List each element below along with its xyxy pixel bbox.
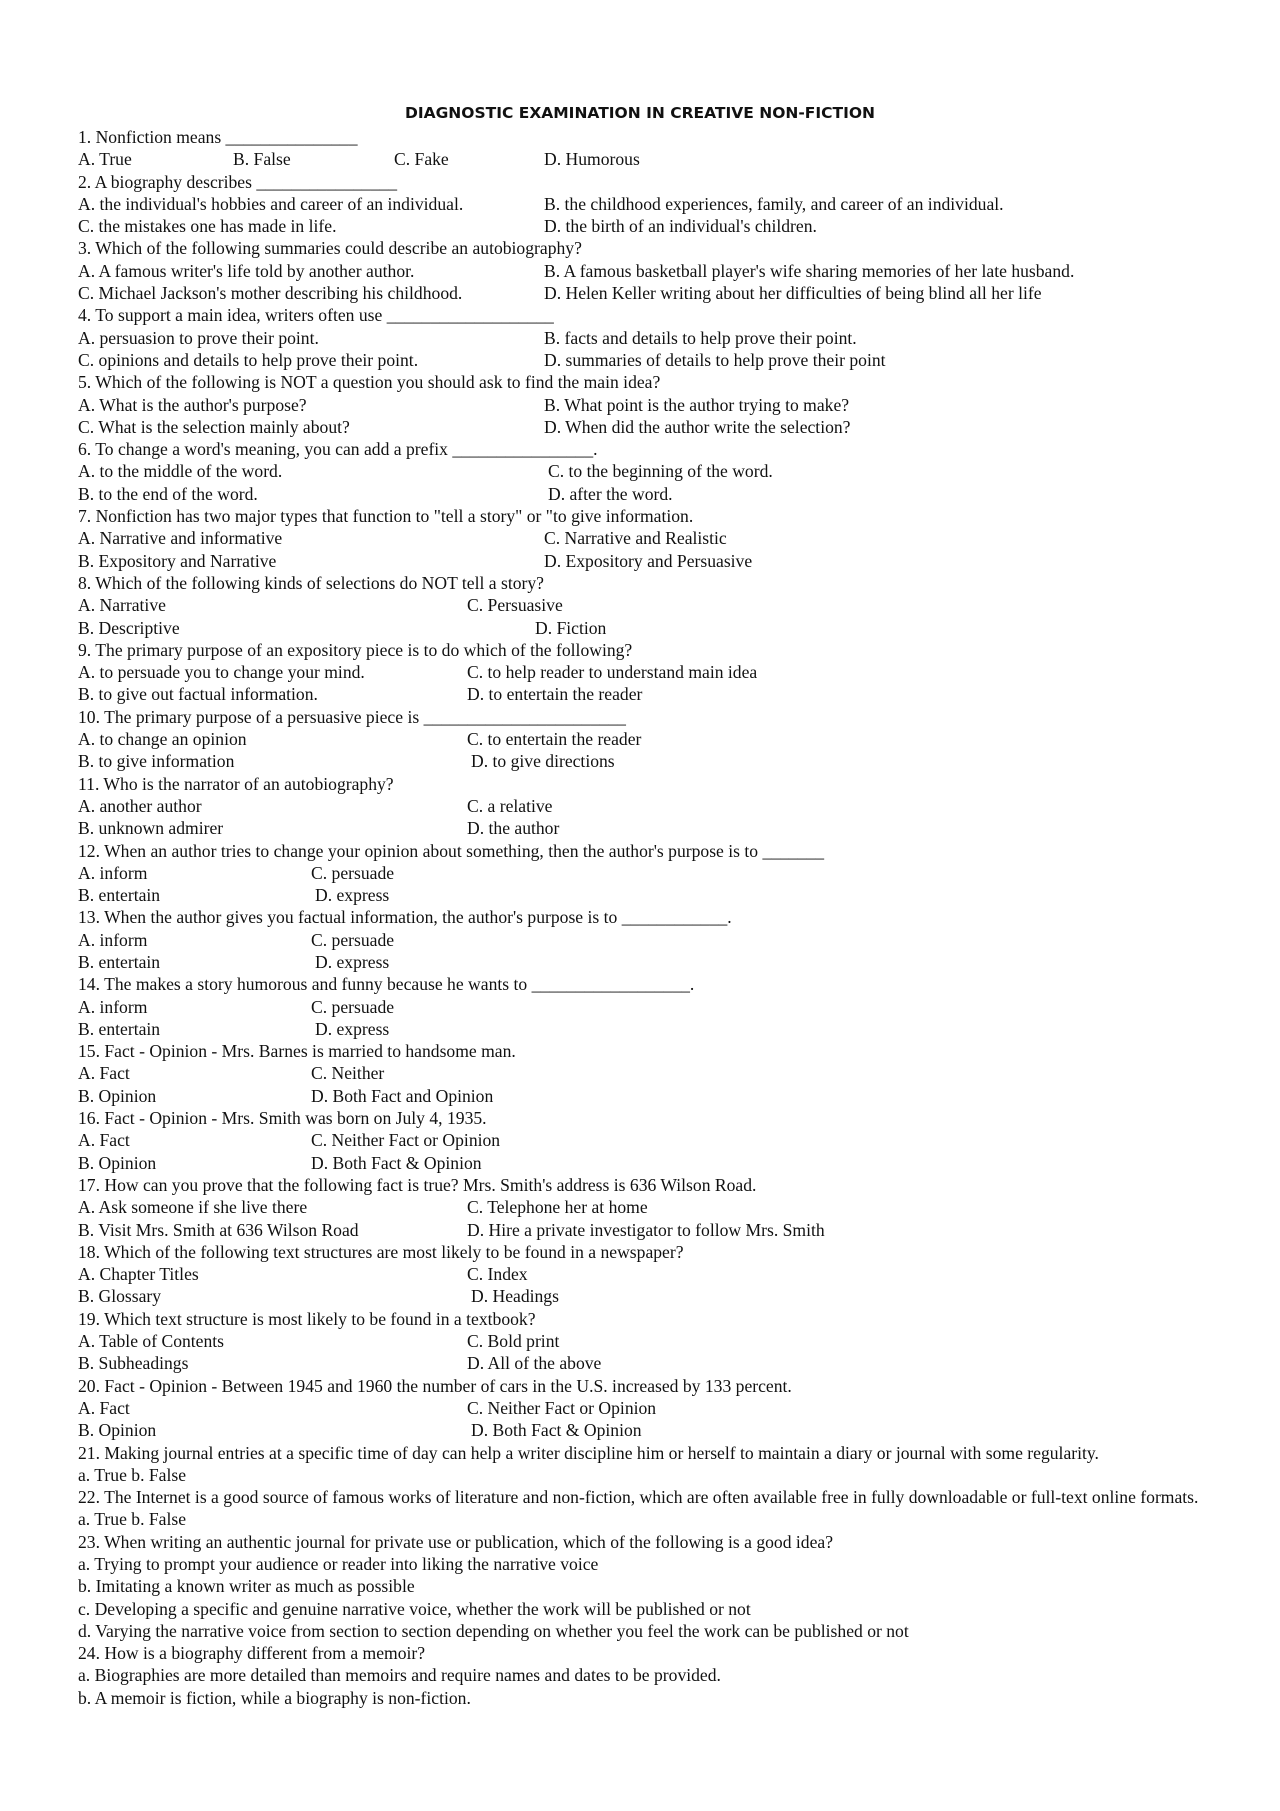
answer-option: D. express	[315, 885, 390, 906]
option-row	[78, 594, 1208, 616]
tail-line: d. Varying the narrative voice from section to section depending on whether you feel the work can be published or not	[78, 1620, 909, 1641]
question-stem: 11. Who is the narrator of an autobiography?	[78, 773, 394, 794]
option-row	[78, 349, 1208, 371]
question-stem: 19. Which text structure is most likely to be found in a textbook?	[78, 1308, 536, 1329]
option-row	[78, 394, 1208, 416]
answer-option: C. Neither Fact or Opinion	[311, 1130, 501, 1151]
option-row	[78, 1152, 1208, 1174]
answer-option: D. the birth of an individual's children.	[544, 216, 817, 237]
answer-option: C. to entertain the reader	[467, 729, 642, 750]
answer-option: B. entertain	[78, 951, 161, 972]
answer-option: B. to the end of the word.	[78, 483, 258, 504]
question-stem: 8. Which of the following kinds of selections do NOT tell a story?	[78, 572, 544, 593]
option-row	[78, 193, 1208, 215]
answer-option: A. persuasion to prove their point.	[78, 327, 319, 348]
answer-option: D. summaries of details to help prove their point	[544, 349, 886, 370]
option-row	[78, 862, 1208, 884]
answer-option: D. to give directions	[471, 751, 615, 772]
question-stem: 17. How can you prove that the following fact is true? Mrs. Smith's address is 636 Wilson Road.	[78, 1174, 757, 1195]
question-stem: 16. Fact - Opinion - Mrs. Smith was born on July 4, 1935.	[78, 1108, 487, 1129]
answer-option: C. persuade	[311, 996, 395, 1017]
option-row	[78, 1352, 1208, 1374]
option-row	[78, 1018, 1208, 1040]
option-row	[78, 884, 1208, 906]
answer-option: B. Visit Mrs. Smith at 636 Wilson Road	[78, 1219, 359, 1240]
answer-option: B. Expository and Narrative	[78, 550, 277, 571]
option-row	[78, 483, 1208, 505]
answer-option: B. facts and details to help prove their point.	[544, 327, 857, 348]
answer-option: D. express	[315, 1018, 390, 1039]
option-row	[78, 1419, 1208, 1441]
question-stem: 6. To change a word's meaning, you can add a prefix ________________.	[78, 439, 598, 460]
answer-option: A. Narrative and informative	[78, 528, 283, 549]
exam-content	[78, 126, 1208, 1709]
answer-option: B. A famous basketball player's wife sharing memories of her late husband.	[544, 260, 1075, 281]
tail-line: 24. How is a biography different from a memoir?	[78, 1643, 426, 1664]
option-row	[78, 795, 1208, 817]
answer-option: D. Both Fact & Opinion	[311, 1152, 482, 1173]
option-row	[78, 817, 1208, 839]
answer-option: C. the mistakes one has made in life.	[78, 216, 337, 237]
option-row	[78, 327, 1208, 349]
option-row	[78, 1263, 1208, 1285]
option-row	[78, 215, 1208, 237]
question-stem: 7. Nonfiction has two major types that function to "tell a story" or "to give information.	[78, 506, 694, 527]
answer-option: A. to persuade you to change your mind.	[78, 662, 365, 683]
question-stem: 10. The primary purpose of a persuasive piece is _______________________	[78, 706, 626, 727]
option-row	[78, 1219, 1208, 1241]
answer-option: D. Headings	[471, 1286, 559, 1307]
answer-option: B. Opinion	[78, 1085, 157, 1106]
answer-option: B. Opinion	[78, 1152, 157, 1173]
option-row	[78, 282, 1208, 304]
page-title: DIAGNOSTIC EXAMINATION IN CREATIVE NON-FICTION	[404, 104, 876, 122]
tail-line: b. Imitating a known writer as much as possible	[78, 1576, 415, 1597]
option-row	[78, 527, 1208, 549]
question-stem: 13. When the author gives you factual information, the author's purpose is to ____________.	[78, 907, 732, 928]
answer-option: A. the individual's hobbies and career of an individual.	[78, 193, 464, 214]
answer-option: C. opinions and details to help prove their point.	[78, 349, 419, 370]
answer-option: A. Fact	[78, 1130, 130, 1151]
question-stem: 5. Which of the following is NOT a question you should ask to find the main idea?	[78, 372, 661, 393]
tail-line: a. Trying to prompt your audience or reader into liking the narrative voice	[78, 1554, 599, 1574]
answer-option: D. Both Fact & Opinion	[471, 1420, 642, 1441]
answer-option: C. to the beginning of the word.	[548, 461, 773, 482]
option-row	[78, 260, 1208, 282]
answer-option: B. the childhood experiences, family, and career of an individual.	[544, 193, 1004, 214]
question-stem: 12. When an author tries to change your opinion about something, then the author's purpose is to _______	[78, 840, 825, 861]
answer-option: B. Descriptive	[78, 617, 180, 638]
answer-option: A. Chapter Titles	[78, 1264, 199, 1285]
answer-option: C. persuade	[311, 929, 395, 950]
answer-option: C. Neither	[311, 1063, 385, 1084]
answer-option: A. Table of Contents	[78, 1331, 225, 1352]
option-row	[78, 1330, 1208, 1352]
option-row	[78, 661, 1208, 683]
answer-option: A. inform	[78, 862, 148, 883]
question-stem: 14. The makes a story humorous and funny because he wants to __________________.	[78, 974, 695, 995]
tail-line: a. Biographies are more detailed than memoirs and require names and dates to be provided.	[78, 1665, 721, 1686]
question-stem: 18. Which of the following text structures are most likely to be found in a newspaper?	[78, 1241, 684, 1262]
answer-option: D. When did the author write the selection?	[544, 416, 851, 437]
answer-option: A. to change an opinion	[78, 729, 247, 750]
tail-line: b. A memoir is fiction, while a biography is non-fiction.	[78, 1687, 471, 1708]
tail-line: c. Developing a specific and genuine narrative voice, whether the work will be published or not	[78, 1598, 751, 1619]
answer-option: A. Narrative	[78, 595, 166, 616]
option-row	[78, 750, 1208, 772]
answer-option: C. Narrative and Realistic	[544, 528, 727, 549]
question-stem: 4. To support a main idea, writers often use ___________________	[78, 305, 554, 326]
option-row	[78, 550, 1208, 572]
tail-line: 23. When writing an authentic journal for private use or publication, which of the following is a good idea?	[78, 1531, 834, 1552]
option-row	[78, 951, 1208, 973]
answer-option: B. False	[233, 149, 291, 170]
answer-option: D. after the word.	[548, 483, 673, 504]
answer-option: B. Opinion	[78, 1420, 157, 1441]
answer-option: A. inform	[78, 929, 148, 950]
option-row	[78, 148, 1208, 170]
answer-option: B. entertain	[78, 885, 161, 906]
option-row	[78, 617, 1208, 639]
question-stem: 1. Nonfiction means _______________	[78, 127, 358, 147]
answer-option: A. Ask someone if she live there	[78, 1197, 308, 1218]
answer-option: B. to give out factual information.	[78, 684, 318, 705]
answer-option: C. Neither Fact or Opinion	[467, 1397, 657, 1418]
answer-option: C. Fake	[394, 149, 449, 170]
option-row	[78, 460, 1208, 482]
answer-option: C. Index	[467, 1264, 528, 1285]
question-stem: 9. The primary purpose of an expository piece is to do which of the following?	[78, 639, 633, 660]
option-row	[78, 996, 1208, 1018]
answer-option: A. Fact	[78, 1063, 130, 1084]
answer-option: D. All of the above	[467, 1353, 602, 1374]
answer-option: C. Bold print	[467, 1331, 560, 1352]
answer-option: D. Hire a private investigator to follow Mrs. Smith	[467, 1219, 825, 1240]
answer-option: D. Fiction	[535, 617, 607, 638]
option-row	[78, 929, 1208, 951]
option-row	[78, 1196, 1208, 1218]
answer-option: D. express	[315, 951, 390, 972]
answer-option: C. persuade	[311, 862, 395, 883]
answer-option: A. Fact	[78, 1397, 130, 1418]
question-stem: 2. A biography describes ________________	[78, 171, 398, 192]
answer-option: A. A famous writer's life told by another author.	[78, 260, 415, 281]
answer-option: B. entertain	[78, 1018, 161, 1039]
question-stem: 3. Which of the following summaries could describe an autobiography?	[78, 238, 582, 259]
tail-line: 22. The Internet is a good source of famous works of literature and non-fiction, which are often available free in fully downloadable or full-text online formats.	[78, 1487, 1199, 1508]
tail-line: a. True b. False	[78, 1464, 187, 1485]
option-row	[78, 416, 1208, 438]
tail-line: a. True b. False	[78, 1509, 187, 1530]
question-stem: 15. Fact - Opinion - Mrs. Barnes is married to handsome man.	[78, 1041, 516, 1062]
answer-option: C. a relative	[467, 795, 553, 816]
answer-option: D. to entertain the reader	[467, 684, 643, 705]
answer-option: B. unknown admirer	[78, 818, 224, 839]
answer-option: D. Both Fact and Opinion	[311, 1085, 494, 1106]
option-row	[78, 1285, 1208, 1307]
tail-line: 21. Making journal entries at a specific time of day can help a writer discipline him or herself to maintain a diary or journal with some regularity.	[78, 1442, 1099, 1463]
answer-option: C. Persuasive	[467, 595, 563, 616]
answer-option: D. Helen Keller writing about her difficulties of being blind all her life	[544, 283, 1042, 304]
answer-option: B. Subheadings	[78, 1353, 189, 1374]
option-row	[78, 728, 1208, 750]
answer-option: A. another author	[78, 795, 202, 816]
answer-option: B. Glossary	[78, 1286, 162, 1307]
answer-option: A. True	[78, 149, 132, 170]
answer-option: C. What is the selection mainly about?	[78, 416, 350, 437]
answer-option: A. to the middle of the word.	[78, 461, 283, 482]
answer-option: D. Humorous	[544, 149, 640, 170]
option-row	[78, 1062, 1208, 1084]
answer-option: B. to give information	[78, 751, 235, 772]
option-row	[78, 1397, 1208, 1419]
answer-option: D. Expository and Persuasive	[544, 550, 753, 571]
answer-option: D. the author	[467, 818, 560, 839]
answer-option: A. What is the author's purpose?	[78, 394, 307, 415]
option-row	[78, 683, 1208, 705]
option-row	[78, 1129, 1208, 1151]
answer-option: A. inform	[78, 996, 148, 1017]
answer-option: C. Telephone her at home	[467, 1197, 648, 1218]
answer-option: C. Michael Jackson's mother describing his childhood.	[78, 283, 463, 304]
answer-option: B. What point is the author trying to make?	[544, 394, 850, 415]
option-row	[78, 1085, 1208, 1107]
question-stem: 20. Fact - Opinion - Between 1945 and 1960 the number of cars in the U.S. increased by 133 percent.	[78, 1375, 792, 1396]
answer-option: C. to help reader to understand main idea	[467, 662, 758, 683]
